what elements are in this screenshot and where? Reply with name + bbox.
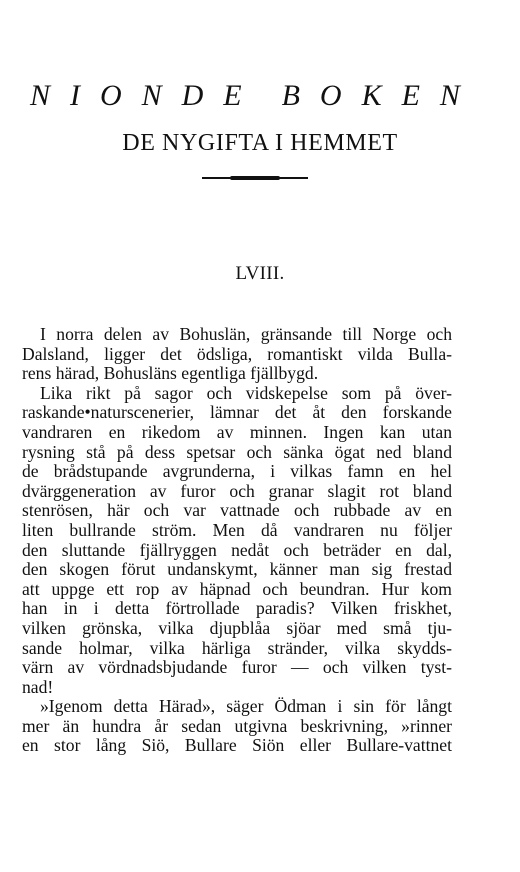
book-title-letter: B bbox=[281, 79, 300, 112]
book-title bbox=[30, 76, 460, 116]
text-line: att uppge ett rop av häpnad och beundran. Hur kom bbox=[22, 578, 452, 599]
book-title-letter: E bbox=[223, 79, 242, 112]
text-line: de brådstupande avgrunderna, i vilkas famn en hel bbox=[22, 461, 452, 482]
text-line: Lika rikt på sagor och vidskepelse som på över- bbox=[40, 382, 452, 403]
book-title-letter: D bbox=[181, 79, 204, 112]
book-title-letter: N bbox=[141, 79, 162, 112]
text-line: raskande•naturscenerier, lämnar det åt den forskande bbox=[22, 402, 452, 423]
text-line: »Igenom detta Härad», säger Ödman i sin för långt bbox=[40, 696, 452, 717]
book-title-letter: K bbox=[361, 79, 382, 112]
text-line: I norra delen av Bohuslän, gränsande till Norge och bbox=[40, 324, 452, 344]
chapter-title: DE NYGIFTA I HEMMET bbox=[122, 130, 398, 156]
text-line: Dalsland, ligger det ödsliga, romantiskt vilda Bulla- bbox=[22, 343, 452, 364]
text-line: vilken grönska, vilka djupblåa sjöar med små tju- bbox=[22, 617, 452, 638]
ornamental-divider bbox=[202, 177, 308, 179]
book-title-letter: N bbox=[439, 79, 460, 112]
book-title-letter: I bbox=[70, 79, 80, 112]
text-line: den skogen förut undanskymt, känner man sig frestad bbox=[22, 559, 452, 580]
text-line: värn av vördnadsbjudande furor — och vilken tyst- bbox=[22, 657, 452, 678]
text-line: vandraren en rikedom av minnen. Ingen kan utan bbox=[22, 421, 452, 442]
text-line: liten bullrande ström. Men då vandraren nu följer bbox=[22, 519, 452, 540]
book-title-letter: N bbox=[30, 79, 51, 112]
text-line: nad! bbox=[22, 676, 54, 697]
text-line: han in i detta förtrollade paradis? Vilken friskhet, bbox=[22, 598, 452, 619]
section-number: LVIII. bbox=[235, 263, 285, 284]
body-text bbox=[22, 325, 452, 756]
text-line: sande holmar, vilka härliga stränder, vilka skydds- bbox=[22, 637, 452, 658]
text-line: rens härad, Bohusläns egentliga fjällbygd. bbox=[22, 363, 319, 384]
text-line: den sluttande fjällryggen nedåt och beträder en dal, bbox=[22, 539, 452, 560]
text-line: stenrösen, här och var vattnade och rubbade av en bbox=[22, 500, 452, 521]
book-title-letter: O bbox=[319, 79, 342, 112]
text-line: rysning stå på dess spetsar och sänka ögat ned bland bbox=[22, 441, 452, 462]
text-line: dvärggeneration av furor och granar slagit rot bland bbox=[22, 480, 452, 501]
book-title-letter: E bbox=[401, 79, 420, 112]
book-title-letter: O bbox=[99, 79, 122, 112]
text-line: en stor lång Siö, Bullare Siön eller Bullare-vattnet bbox=[22, 735, 452, 756]
text-line: mer än hundra år sedan utgivna beskrivning, »rinner bbox=[22, 715, 452, 736]
